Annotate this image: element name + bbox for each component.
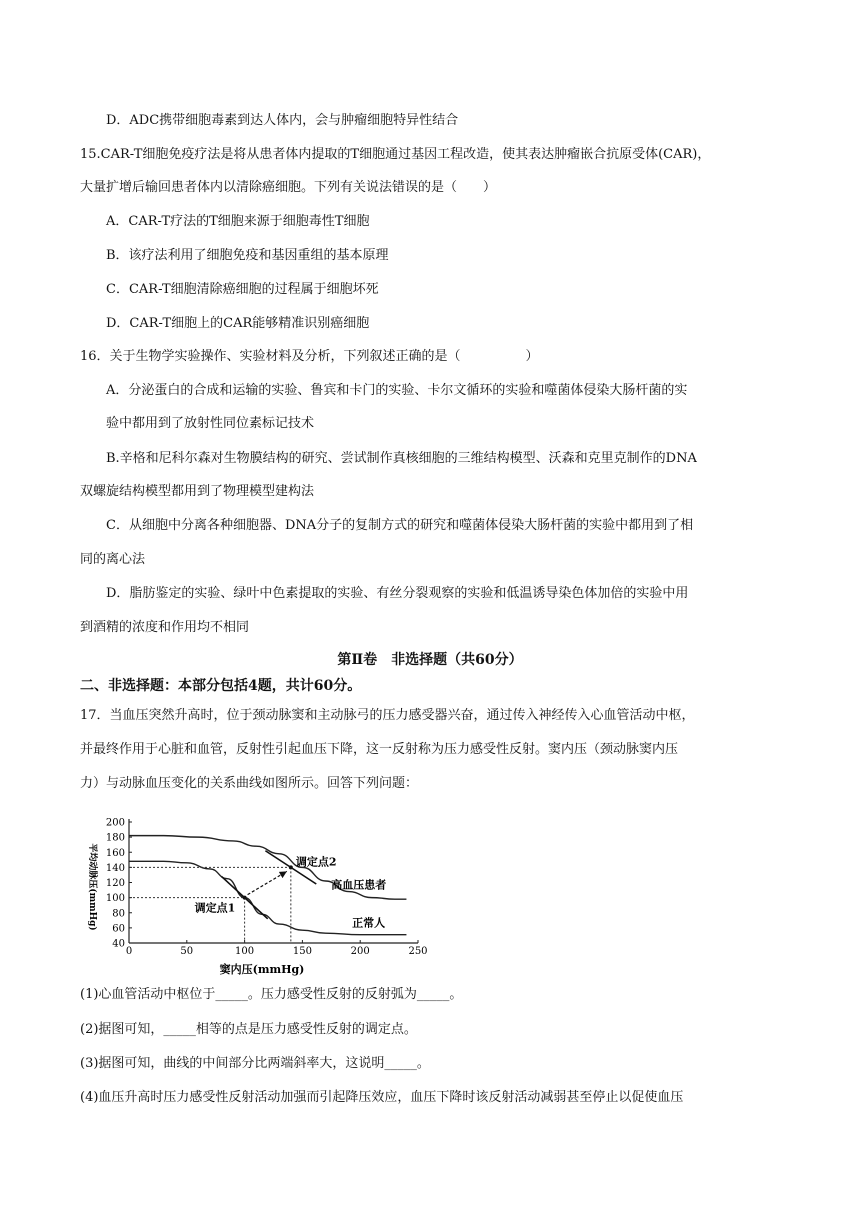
- section-title: 第Ⅱ卷 非选择题（共60分）: [337, 652, 523, 668]
- q17-stem-line3: 力）与动脉血压变化的关系曲线如图所示。回答下列问题：: [80, 776, 419, 791]
- x-tick-label: 50: [180, 946, 194, 957]
- y-tick-label: 80: [112, 908, 125, 920]
- y-tick-label: 60: [112, 923, 125, 935]
- q17-stem-line1: 17．当血压突然升高时，位于颈动脉窦和主动脉弓的压力感受器兴奋，通过传入神经传入心血管活动中枢，: [80, 708, 695, 723]
- x-tick-label: 150: [292, 946, 312, 957]
- x-tick-label: 200: [350, 946, 370, 957]
- section-subtitle: 二、非选择题：本部分包括4题，共计60分。: [80, 678, 362, 694]
- y-tick-label: 140: [105, 862, 125, 874]
- q17-sub1: (1)心血管活动中枢位于_____。压力感受性反射的反射弧为_____。: [80, 987, 463, 1002]
- q16-option-a-line2: 验中都用到了放射性同位素标记技术: [106, 416, 315, 431]
- set-point-2-marker: [289, 865, 293, 869]
- y-tick-label: 180: [105, 832, 125, 844]
- y-tick-label: 40: [112, 938, 125, 950]
- q16-option-c-line2: 同的离心法: [80, 552, 146, 567]
- q17-sub4: (4)血压升高时压力感受性反射活动加强而引起降压效应，血压下降时该反射活动减弱甚至停止以促使血压: [80, 1090, 684, 1105]
- q16-option-d-line2: 到酒精的浓度和作用均不相同: [80, 620, 250, 635]
- x-tick-label: 0: [125, 946, 133, 957]
- chart-xlabel: 窦内压(mmHg): [219, 963, 305, 976]
- y-tick-label: 160: [105, 847, 125, 859]
- q15-option-c: C．CAR-T细胞清除癌细胞的过程属于细胞坏死: [106, 282, 379, 297]
- q15-option-b: B．该疗法利用了细胞免疫和基因重组的基本原理: [106, 248, 389, 263]
- y-tick-label: 200: [105, 817, 125, 829]
- q16-option-b-line2: 双螺旋结构模型都用到了物理模型建构法: [80, 484, 315, 499]
- q16-option-d-line1: D．脂肪鉴定的实验、绿叶中色素提取的实验、有丝分裂观察的实验和低温诱导染色体加倍的实验中用: [106, 586, 689, 601]
- chart-ylabel: 平均动脉压(mmHg): [87, 843, 97, 931]
- blood-pressure-chart: [80, 812, 440, 977]
- q15-stem-line1: 15.CAR-T细胞免疫疗法是将从患者体内提取的T细胞通过基因工程改造，使其表达肿瘤嵌合抗原受体(CAR)，: [80, 147, 711, 162]
- q16-option-a-line1: A．分泌蛋白的合成和运输的实验、鲁宾和卡门的实验、卡尔文循环的实验和噬菌体侵染大肠杆菌的实: [106, 383, 688, 398]
- set-point-2-label: 调定点2: [295, 855, 337, 869]
- q14-option-d: D．ADC携带细胞毒素到达人体内，会与肿瘤细胞特异性结合: [106, 113, 459, 128]
- x-tick-label: 250: [408, 946, 428, 957]
- y-tick-label: 100: [105, 893, 125, 905]
- q16-option-c-line1: C．从细胞中分离各种细胞器、DNA分子的复制方式的研究和噬菌体侵染大肠杆菌的实验中都用到了相: [106, 518, 694, 533]
- q15-option-d: D．CAR-T细胞上的CAR能够精准识别癌细胞: [106, 316, 370, 331]
- q16-stem: 16．关于生物学实验操作、实验材料及分析，下列叙述正确的是（ ）: [80, 349, 539, 364]
- q15-stem-line2: 大量扩增后输回患者体内以清除癌细胞。下列有关说法错误的是（ ）: [80, 180, 497, 195]
- q16-option-b-line1: B.辛格和尼科尔森对生物膜结构的研究、尝试制作真核细胞的三维结构模型、沃森和克里克制作的DNA: [106, 451, 697, 466]
- series-label-1: 正常人: [352, 916, 386, 930]
- set-point-1-label: 调定点1: [194, 901, 236, 915]
- x-tick-label: 100: [235, 946, 255, 957]
- q17-sub3: (3)据图可知，曲线的中间部分比两端斜率大，这说明_____。: [80, 1056, 430, 1071]
- q15-option-a: A．CAR-T疗法的T细胞来源于细胞毒性T细胞: [106, 214, 370, 229]
- y-tick-label: 120: [105, 878, 125, 889]
- set-point-1-marker: [243, 896, 247, 900]
- series-label-0: 高血压患者: [331, 878, 387, 892]
- q17-stem-line2: 并最终作用于心脏和血管，反射性引起血压下降，这一反射称为压力感受性反射。窦内压（颈动脉窦内压: [80, 742, 679, 757]
- q17-sub2: (2)据图可知，_____相等的点是压力感受性反射的调定点。: [80, 1022, 417, 1037]
- shift-arrow: [248, 871, 287, 894]
